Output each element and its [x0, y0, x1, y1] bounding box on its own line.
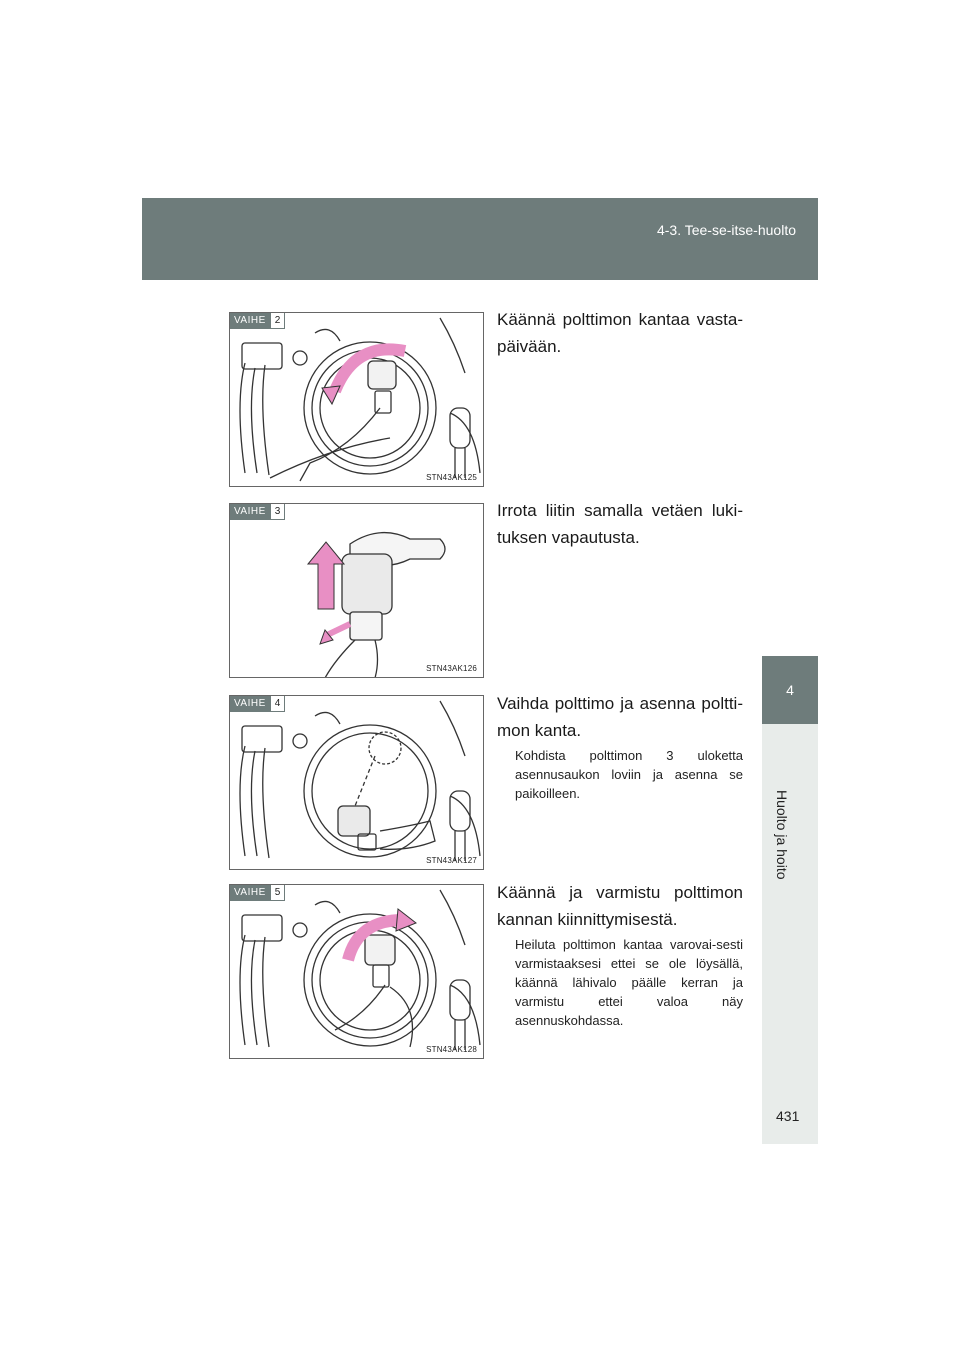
- step-5-heading: Käännä ja varmistu polttimon kannan kiinnittymisestä.: [497, 883, 743, 929]
- pull-up-arrow: [308, 542, 344, 609]
- bulb-install-illustration: [230, 696, 484, 870]
- step-badge-label: VAIHE: [230, 885, 270, 901]
- step-5-figure: [229, 884, 484, 1059]
- step-3-figure: [229, 503, 484, 678]
- figure-code: STN43AK126: [426, 664, 477, 673]
- page-number: 431: [776, 1108, 800, 1124]
- headlight-rear-illustration: [230, 313, 484, 487]
- header-bar: [142, 198, 818, 280]
- bulb-connector-illustration: [230, 504, 484, 678]
- step-badge-number: 5: [270, 885, 286, 901]
- bulb-secure-illustration: [230, 885, 484, 1059]
- figure-code: STN43AK125: [426, 473, 477, 482]
- step-badge: [230, 696, 285, 712]
- chapter-title: Huolto ja hoito: [774, 790, 790, 880]
- step-badge-label: VAIHE: [230, 504, 270, 520]
- chapter-strip: [762, 724, 818, 1144]
- step-badge-label: VAIHE: [230, 313, 270, 329]
- step-5-note: Heiluta polttimon kantaa varovai-sesti varmistaaksesi ettei se ole löysällä, käännä lähivalo päälle kerran ja varmistu ettei valoa näy asennuskohdassa.: [515, 937, 743, 1028]
- step-badge-number: 3: [270, 504, 286, 520]
- step-4-heading: Vaihda polttimo ja asenna poltti-mon kanta.: [497, 694, 743, 740]
- step-4-figure: [229, 695, 484, 870]
- step-badge-number: 4: [270, 696, 286, 712]
- figure-code: STN43AK128: [426, 1045, 477, 1054]
- step-badge-number: 2: [270, 313, 286, 329]
- step-4-note: Kohdista polttimon 3 uloketta asennusaukon loviin ja asenna se paikoilleen.: [515, 748, 743, 801]
- section-title: 4-3. Tee-se-itse-huolto: [656, 222, 796, 238]
- step-2-figure: [229, 312, 484, 487]
- step-3-heading: Irrota liitin samalla vetäen luki-tuksen vapautusta.: [497, 501, 743, 547]
- step-badge: [230, 504, 285, 520]
- chapter-tab: [762, 656, 818, 724]
- figure-code: STN43AK127: [426, 856, 477, 865]
- step-badge-label: VAIHE: [230, 696, 270, 712]
- step-badge: [230, 885, 285, 901]
- chapter-number: 4: [786, 682, 794, 698]
- step-2-heading: Käännä polttimon kantaa vasta-päivään.: [497, 310, 743, 356]
- step-badge: [230, 313, 285, 329]
